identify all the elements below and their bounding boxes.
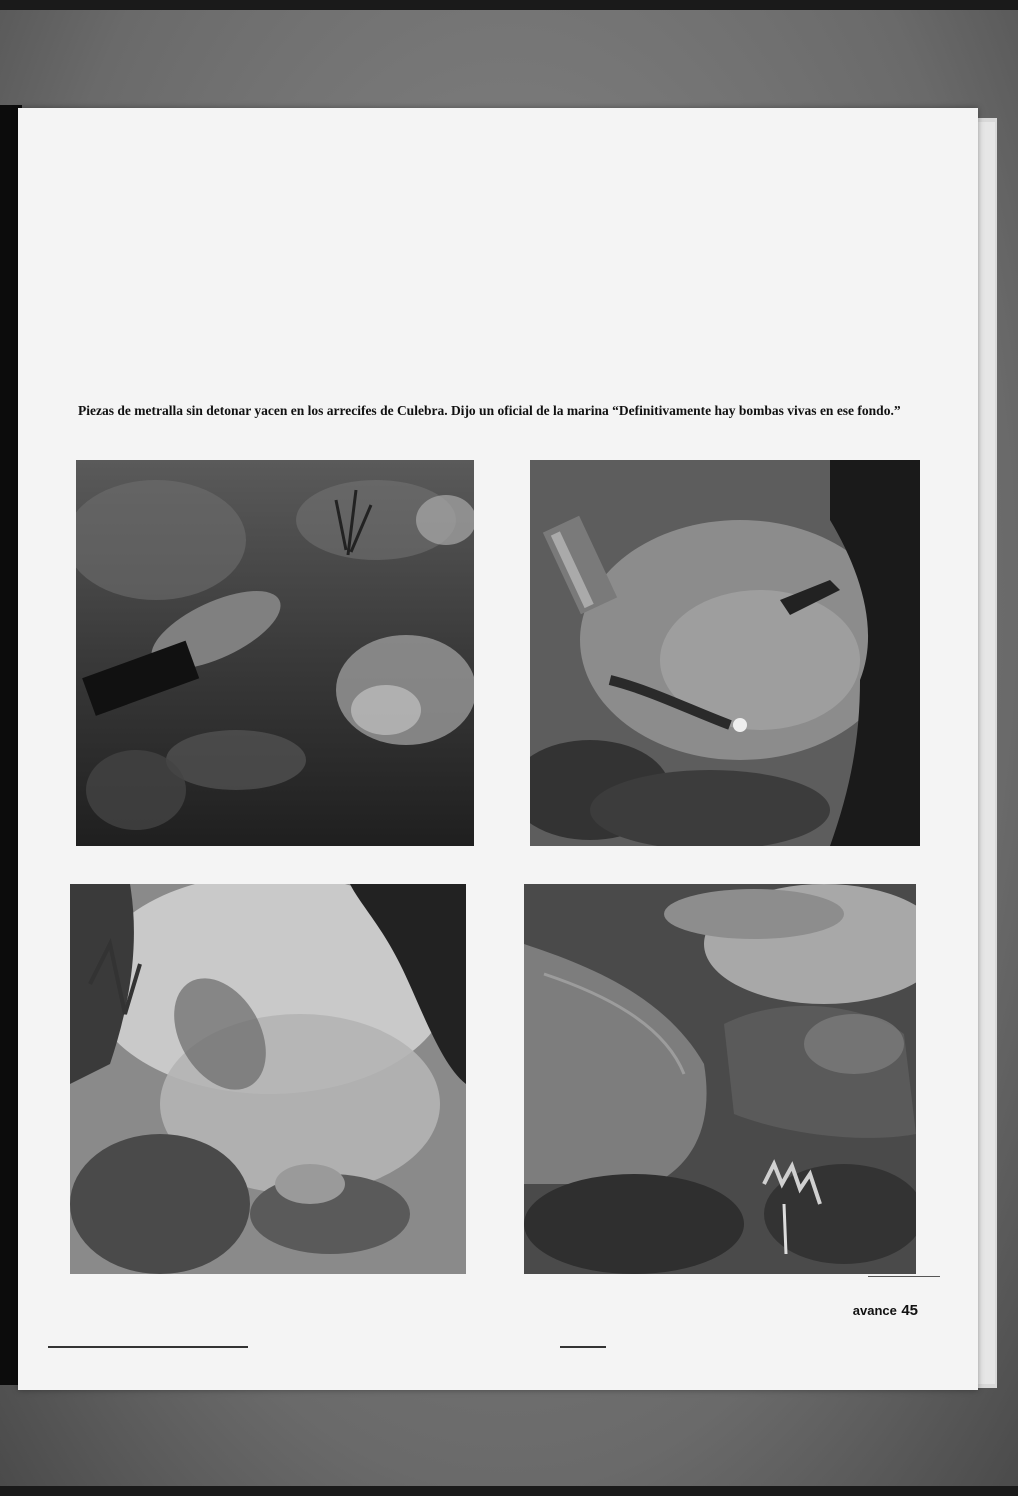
reef-photo-top-right: [530, 460, 920, 846]
magazine-page: [18, 108, 978, 1390]
scan-top-edge: [0, 0, 1018, 10]
reef-photo-bottom-right: [524, 884, 916, 1274]
scan-artifact-line: [48, 1346, 248, 1348]
reef-photo-top-left-image: [76, 460, 474, 846]
page-folio: [853, 1302, 918, 1320]
reef-photo-bottom-left: [70, 884, 466, 1274]
reef-photo-top-right-image: [530, 460, 920, 846]
photo-caption: Piezas de metralla sin detonar yacen en los arrecifes de Culebra. Dijo un oficial de la marina “Definitivamente hay bombas vivas en ese fondo.”: [78, 403, 901, 418]
reef-photo-top-left: [76, 460, 474, 846]
folio-brand: avance: [852, 1303, 897, 1318]
footer-rule: [868, 1276, 940, 1277]
reef-photo-bottom-right-image: [524, 884, 916, 1274]
scan-artifact-line: [560, 1346, 606, 1348]
page-number: 45: [901, 1302, 918, 1319]
reef-photo-bottom-left-image: [70, 884, 466, 1274]
scan-bottom-edge: [0, 1486, 1018, 1496]
